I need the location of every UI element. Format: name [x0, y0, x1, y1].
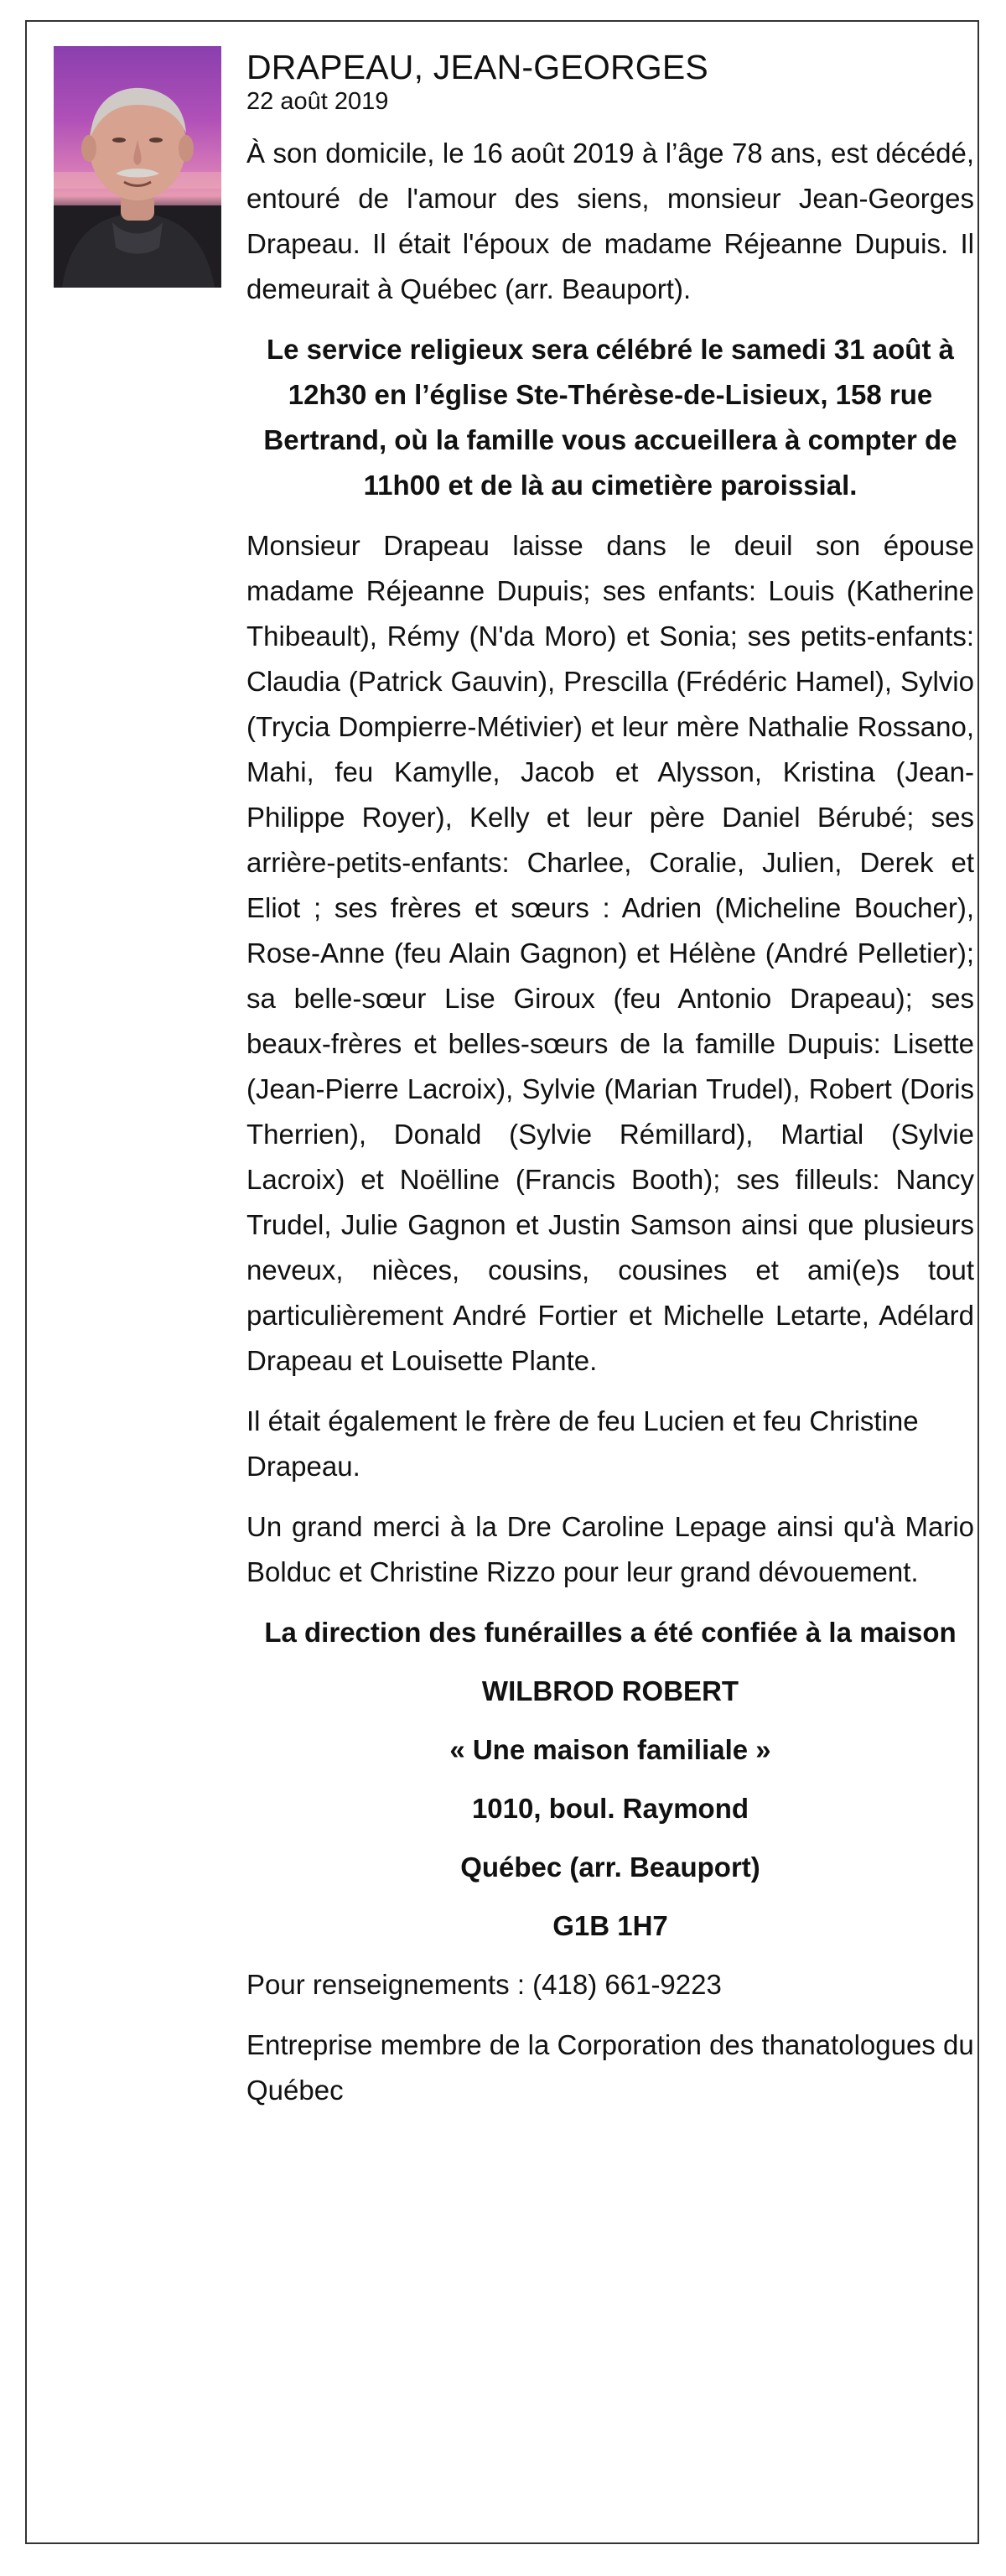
- obituary-content: [246, 47, 974, 2128]
- thanks-paragraph: Un grand merci à la Dre Caroline Lepage ainsi qu'à Mario Bolduc et Christine Rizzo pour leur grand dévouement.: [246, 1511, 974, 1587]
- service-announcement: Le service religieux sera célébré le samedi 31 août à 12h30 en l’église Ste-Thérèse-de-Lisieux, 158 rue Bertrand, où la famille vous accueillera à compter de 11h00 et de là au cimetière paroissial.: [263, 334, 957, 501]
- publication-date: 22 août 2019: [246, 88, 389, 115]
- membership-note: Entreprise membre de la Corporation des thanatologues du Québec: [246, 2029, 974, 2106]
- funeral-home-slogan: « Une maison familiale »: [449, 1734, 771, 1765]
- funeral-home-name: WILBROD ROBERT: [481, 1675, 739, 1706]
- funeral-home-city: Québec (arr. Beauport): [460, 1852, 760, 1883]
- portrait-photo: [54, 46, 221, 288]
- portrait-illustration: [54, 46, 221, 288]
- deceased-name: DRAPEAU, JEAN-GEORGES: [246, 48, 708, 86]
- siblings-paragraph: Il était également le frère de feu Lucien et feu Christine Drapeau.: [246, 1405, 919, 1482]
- contact-phone: Pour renseignements : (418) 661-9223: [246, 1969, 722, 2000]
- funeral-home-address: 1010, boul. Raymond: [471, 1793, 749, 1824]
- intro-paragraph: À son domicile, le 16 août 2019 à l’âge 78 ans, est décédé, entouré de l'amour des siens, monsieur Jean-Georges Drapeau. Il était l'époux de madame Réjeanne Dupuis. Il demeurait à Québec (arr. Beauport).: [246, 138, 974, 304]
- funeral-home-postal-code: G1B 1H7: [552, 1910, 668, 1941]
- funeral-direction: La direction des funérailles a été confiée à la maison: [264, 1617, 957, 1648]
- family-paragraph: Monsieur Drapeau laisse dans le deuil son épouse madame Réjeanne Dupuis; ses enfants: Louis (Katherine Thibeault), Rémy (N'da Moro) et Sonia; ses petits-enfants: Claudia (Patrick Gauvin), Prescilla (Frédéric Hamel), Sylvio (Trycia Dompierre-Métivier) et leur mère Nathalie Rossano, Mahi, feu Kamylle, Jacob et Alysson, Kristina (Jean-Philippe Royer), Kelly et leur père Daniel Bérubé; ses arrière-petits-enfants: Charlee, Coralie, Julien, Derek et Eliot ; ses frères et sœurs : Adrien (Micheline Boucher), Rose-Anne (feu Alain Gagnon) et Hélène (André Pelletier); sa belle-sœur Lise Giroux (feu Antonio Drapeau); ses beaux-frères et belles-sœurs de la famille Dupuis: Lisette (Jean-Pierre Lacroix), Sylvie (Marian Trudel), Robert (Doris Therrien), Donald (Sylvie Rémillard), Martial (Sylvie Lacroix) et Noëlline (Francis Booth); ses filleuls: Nancy Trudel, Julie Gagnon et Justin Samson ainsi que plusieurs neveux, nièces, cousins, cousines et ami(e)s tout particulièrement André Fortier et Michelle Letarte, Adélard Drapeau et Louisette Plante.: [246, 530, 974, 1376]
